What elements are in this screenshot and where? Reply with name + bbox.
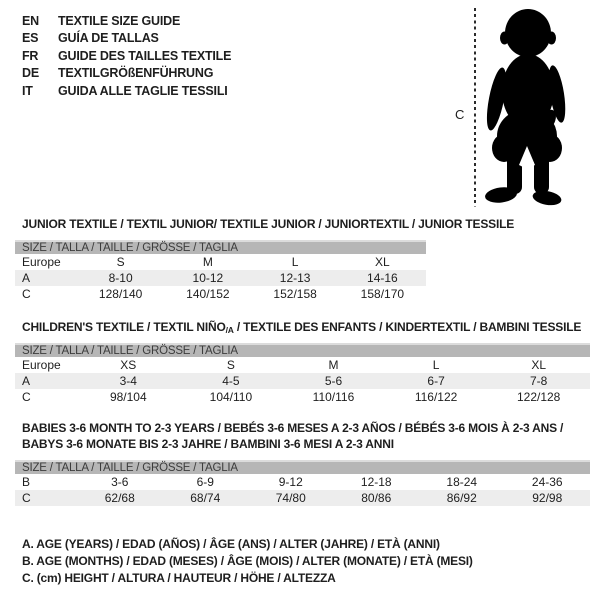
children-title-post: / TEXTILE DES ENFANTS / KINDERTEXTIL / BAMBINI TESSILE: [233, 320, 582, 334]
table-cell: XS: [120, 358, 137, 372]
table-cell: 24-36: [531, 475, 563, 489]
table-cell: S: [116, 255, 125, 269]
table-cell: 5-6: [324, 374, 343, 388]
table-cell: 9-12: [278, 475, 303, 489]
table-cell: 92/98: [532, 491, 563, 505]
babies-table-title-line2: BABYS 3-6 MONATE BIS 2-3 JAHRE / BAMBINI 3-6 MESI A 2-3 ANNI: [22, 437, 394, 451]
lang-row-es: [22, 30, 231, 47]
lang-code: IT: [22, 83, 33, 98]
children-size-table: [15, 343, 590, 405]
lang-code: EN: [22, 14, 39, 28]
table-cell: S: [226, 358, 235, 372]
table-row: [15, 254, 426, 270]
lang-code: FR: [22, 48, 39, 63]
table-cell: 18-24: [446, 475, 478, 489]
row-label: Europe: [22, 358, 61, 372]
table-row: [15, 490, 590, 506]
table-row: [15, 357, 590, 373]
lang-code: ES: [22, 31, 39, 46]
junior-size-header-bar: SIZE / TALLA / TAILLE / GRÖSSE / TAGLIA: [15, 240, 426, 254]
baby-head: [505, 9, 551, 57]
table-cell: 104/110: [209, 390, 253, 404]
baby-right-leg: [534, 148, 549, 194]
table-cell: 122/128: [516, 390, 561, 404]
row-label: C: [22, 491, 31, 505]
table-cell: 7-8: [530, 374, 548, 388]
table-cell: 3-6: [111, 475, 129, 489]
junior-table-title: JUNIOR TEXTILE / TEXTIL JUNIOR/ TEXTILE JUNIOR / JUNIORTEXTIL / JUNIOR TESSILE: [22, 217, 515, 231]
table-cell: M: [202, 255, 213, 269]
table-cell: 62/68: [104, 491, 135, 505]
table-cell: 3-4: [119, 374, 137, 388]
children-title-pre: CHILDREN'S TEXTILE / TEXTIL NIÑO: [22, 320, 226, 334]
table-cell: 116/122: [414, 390, 458, 404]
babies-size-header-bar: SIZE / TALLA / TAILLE / GRÖSSE / TAGLIA: [15, 460, 590, 474]
table-cell: 14-16: [367, 271, 398, 285]
baby-left-leg: [507, 148, 522, 194]
table-cell: 80/86: [361, 491, 392, 505]
table-cell: 8-10: [108, 271, 133, 285]
table-cell: 110/116: [312, 390, 355, 404]
lang-title: GUIDE DES TAILLES TEXTILE: [58, 48, 232, 63]
table-row: [15, 474, 590, 490]
row-label: A: [22, 271, 31, 285]
legend-footnotes: [22, 536, 473, 586]
lang-title: TEXTILE SIZE GUIDE: [58, 14, 181, 28]
lang-title: GUIDA ALLE TAGLIE TESSILI: [58, 83, 228, 98]
lang-row-de: [22, 65, 231, 82]
table-cell: 4-5: [222, 374, 240, 388]
table-cell: 68/74: [190, 491, 221, 505]
table-row: [15, 373, 590, 389]
table-cell: 86/92: [446, 491, 477, 505]
row-label: Europe: [22, 255, 61, 269]
footnote-a: A. AGE (YEARS) / EDAD (AÑOS) / ÂGE (ANS) / ALTER (JAHRE) / ETÀ (ANNI): [22, 537, 440, 551]
children-title-sub: /A: [225, 325, 234, 335]
footnote-c: C. (cm) HEIGHT / ALTURA / HAUTEUR / HÖHE / ALTEZZA: [22, 570, 336, 585]
language-title-list: [22, 13, 231, 100]
table-cell: L: [432, 358, 440, 372]
table-cell: 6-9: [196, 475, 214, 489]
table-cell: 158/170: [360, 287, 405, 301]
table-cell: M: [328, 358, 339, 372]
table-row: [15, 270, 426, 286]
lang-row-it: [22, 83, 231, 100]
row-label: C: [22, 390, 31, 404]
table-cell: 128/140: [98, 287, 143, 301]
lang-row-en: [22, 13, 231, 30]
table-cell: 140/152: [186, 287, 230, 301]
height-dashed-line: [474, 8, 476, 207]
lang-title: TEXTILGRÖßENFÜHRUNG: [58, 66, 214, 81]
table-cell: 74/80: [275, 491, 306, 505]
lang-code: DE: [22, 66, 39, 81]
baby-silhouette-image: [483, 8, 573, 207]
table-cell: L: [291, 255, 299, 269]
babies-size-table: [15, 460, 590, 506]
row-label: C: [22, 287, 31, 301]
height-c-label: C: [455, 107, 465, 122]
table-cell: XL: [375, 255, 390, 269]
table-cell: 98/104: [109, 390, 147, 404]
table-cell: 6-7: [427, 374, 445, 388]
children-size-header-bar: SIZE / TALLA / TAILLE / GRÖSSE / TAGLIA: [15, 343, 590, 357]
table-row: [15, 389, 590, 405]
row-label: B: [22, 475, 31, 489]
table-cell: 12-13: [279, 271, 311, 285]
table-cell: 12-18: [360, 475, 392, 489]
table-row: [15, 286, 426, 302]
children-table-title: [22, 320, 581, 335]
lang-title: GUÍA DE TALLAS: [58, 31, 159, 46]
lang-row-fr: [22, 48, 231, 65]
table-cell: 10-12: [192, 271, 224, 285]
table-cell: 152/158: [273, 287, 317, 301]
babies-table-title-line1: BABIES 3-6 MONTH TO 2-3 YEARS / BEBÉS 3-6 MESES A 2-3 AÑOS / BÉBÉS 3-6 MOIS À 2-3 ANS /: [22, 421, 564, 435]
junior-size-table: [15, 240, 426, 302]
footnote-b: B. AGE (MONTHS) / EDAD (MESES) / ÂGE (MOIS) / ALTER (MONATE) / ETÀ (MESI): [22, 553, 473, 568]
table-cell: XL: [531, 358, 547, 372]
row-label: A: [22, 374, 31, 388]
